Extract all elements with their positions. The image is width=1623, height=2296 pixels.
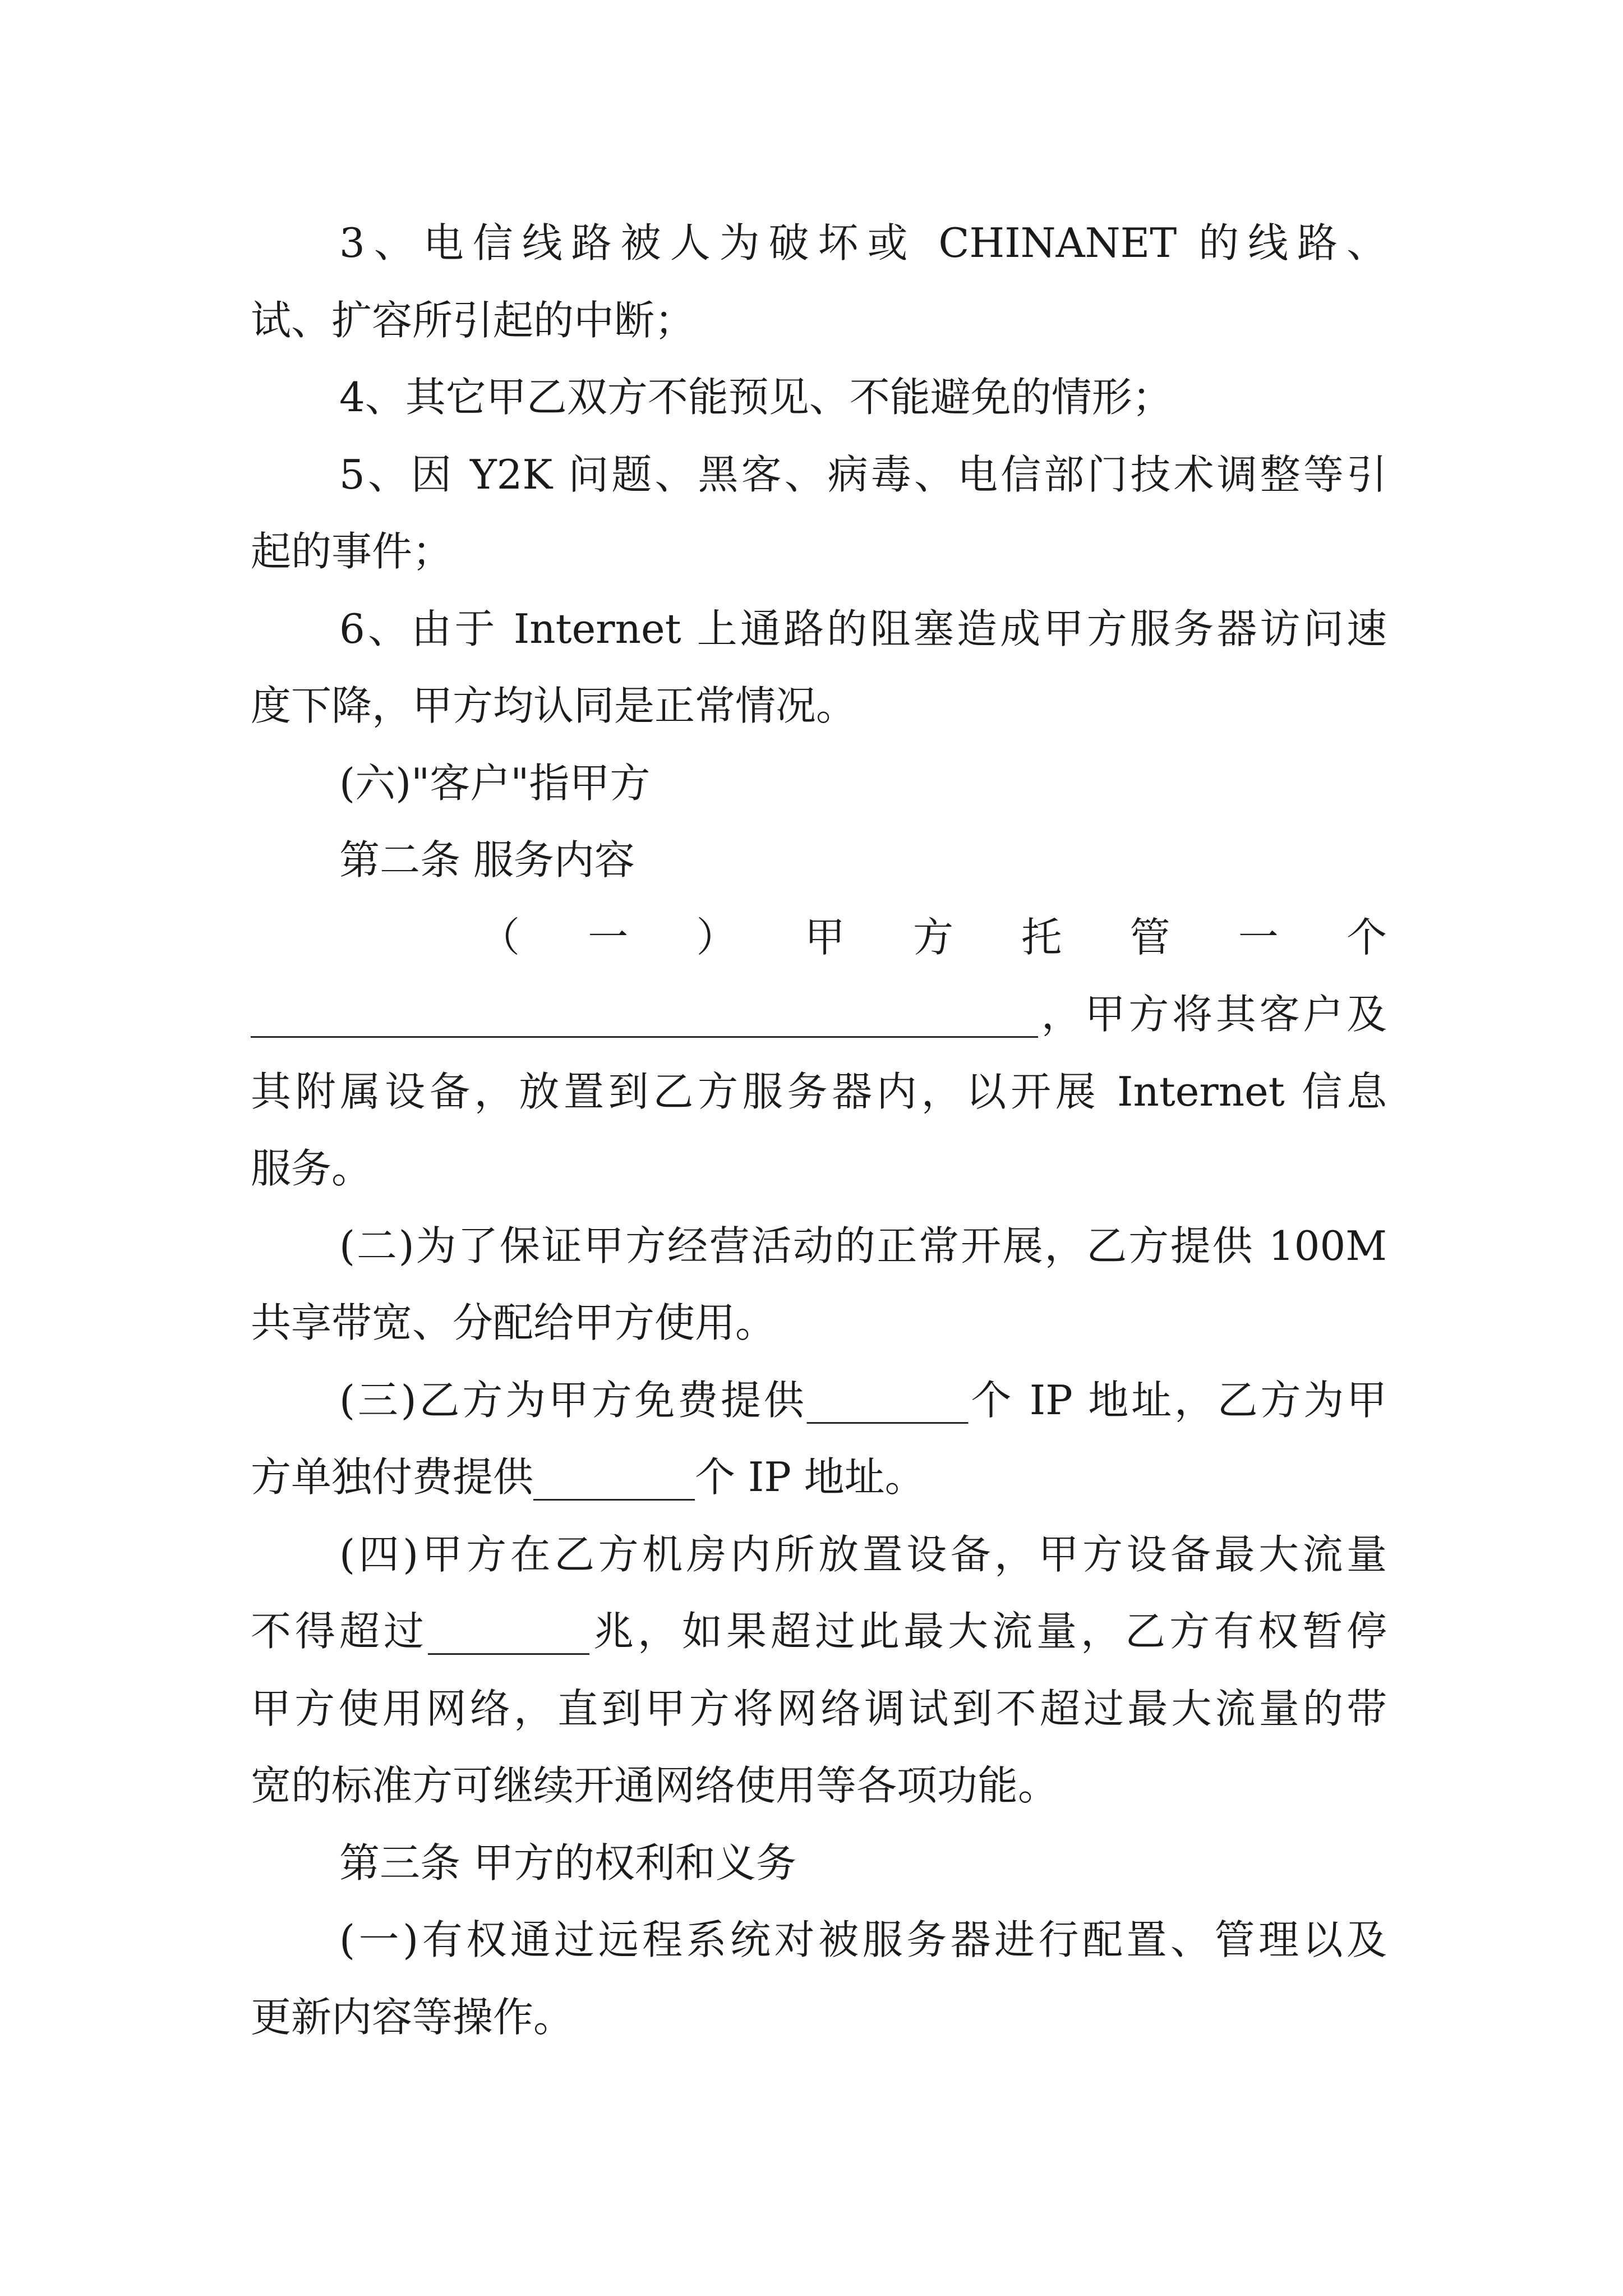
text-line: 其附属设备，放置到乙方服务器内，以开展 Internet 信息 [251, 1068, 1387, 1115]
text-line: 度下降，甲方均认同是正常情况。 [251, 682, 857, 729]
text-line-with-blank: _______________________________________，甲方将其客户及 [251, 991, 1387, 1038]
text-line-with-blank: 方单独付费提供________个 IP 地址。 [251, 1453, 925, 1501]
text-line: 3、电信线路被人为破坏或 CHINANET 的线路、 [339, 219, 1387, 266]
text-line: 宽的标准方可继续开通网络使用等各项功能。 [251, 1762, 1059, 1809]
text-line: 共享带宽、分配给甲方使用。 [251, 1299, 776, 1346]
text-line: (二)为了保证甲方经营活动的正常开展，乙方提供 100M [339, 1222, 1387, 1269]
text-line: （一）甲方托管一个 [479, 913, 1387, 961]
text-line: (一)有权通过远程系统对被服务器进行配置、管理以及 [339, 1916, 1387, 1963]
section-heading: 第三条 甲方的权利和义务 [339, 1839, 796, 1887]
service-item-4 [251, 1516, 1387, 1825]
text-line: 甲方使用网络，直到甲方将网络调试到不超过最大流量的带 [251, 1685, 1387, 1732]
section-heading-article-3 [251, 1825, 1387, 1902]
service-item-2 [251, 1208, 1387, 1362]
section-heading-article-2 [251, 822, 1387, 899]
definition-customer [251, 745, 1387, 822]
clause-item-3 [251, 205, 1387, 359]
text-line: 试、扩容所引起的中断； [251, 296, 695, 344]
text-line: 5、因 Y2K 问题、黑客、病毒、电信部门技术调整等引 [339, 450, 1387, 498]
document-body [251, 205, 1387, 2056]
service-item-3 [251, 1362, 1387, 1516]
text-line: (六)"客户"指甲方 [339, 759, 651, 807]
text-line: 4、其它甲乙双方不能预见、不能避免的情形； [339, 374, 1173, 421]
text-line-with-blank: 不得超过________兆，如果超过此最大流量，乙方有权暂停 [251, 1608, 1387, 1655]
section-heading: 第二条 服务内容 [339, 836, 635, 884]
clause-item-6 [251, 591, 1387, 745]
text-line: 起的事件； [251, 528, 453, 575]
clause-item-4 [251, 359, 1387, 436]
clause-item-5 [251, 436, 1387, 591]
text-line: (四)甲方在乙方机房内所放置设备，甲方设备最大流量 [339, 1530, 1387, 1578]
text-line: 服务。 [251, 1145, 372, 1192]
rights-item-1 [251, 1902, 1387, 2056]
service-item-1 [251, 899, 1387, 1208]
text-line: 6、由于 Internet 上通路的阻塞造成甲方服务器访问速 [339, 605, 1387, 652]
text-line-with-blank: (三)乙方为甲方免费提供________个 IP 地址，乙方为甲 [339, 1376, 1387, 1424]
text-line: 更新内容等操作。 [251, 1993, 574, 2041]
